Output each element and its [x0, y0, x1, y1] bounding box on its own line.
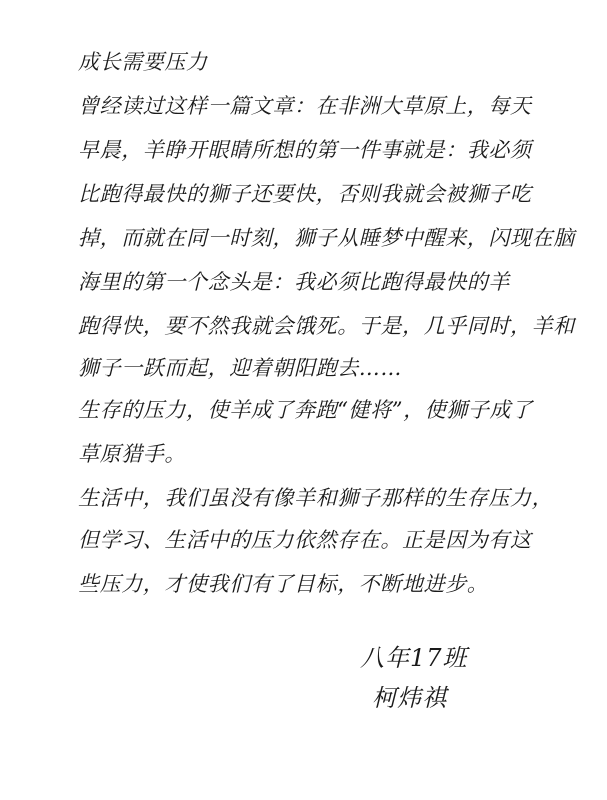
- essay-line: 生活中，我们虽没有像羊和狮子那样的生存压力，: [78, 486, 554, 510]
- essay-line: 生存的压力，使羊成了奔跑“健将”，使狮子成了: [78, 398, 533, 422]
- signature-class: 八年17班: [360, 644, 468, 672]
- signature-author: 柯炜祺: [372, 684, 447, 712]
- essay-title: 成长需要压力: [78, 50, 208, 74]
- essay-line: 海里的第一个念头是：我必须比跑得最快的羊: [78, 270, 510, 294]
- essay-line: 些压力，才使我们有了目标，不断地进步。: [78, 572, 489, 596]
- essay-line: 跑得快，要不然我就会饿死。于是，几乎同时，羊和: [78, 314, 575, 338]
- essay-line: 掉，而就在同一时刻，狮子从睡梦中醒来，闪现在脑: [78, 226, 575, 250]
- essay-line: 狮子一跃而起，迎着朝阳跑去……: [78, 356, 402, 380]
- essay-line: 比跑得最快的狮子还要快，否则我就会被狮子吃: [78, 182, 532, 206]
- essay-line: 但学习、生活中的压力依然存在。正是因为有这: [78, 528, 532, 552]
- essay-line: 曾经读过这样一篇文章：在非洲大草原上，每天: [78, 94, 532, 118]
- essay-line: 草原猎手。: [78, 442, 186, 466]
- essay-line: 早晨，羊睁开眼睛所想的第一件事就是：我必须: [78, 138, 532, 162]
